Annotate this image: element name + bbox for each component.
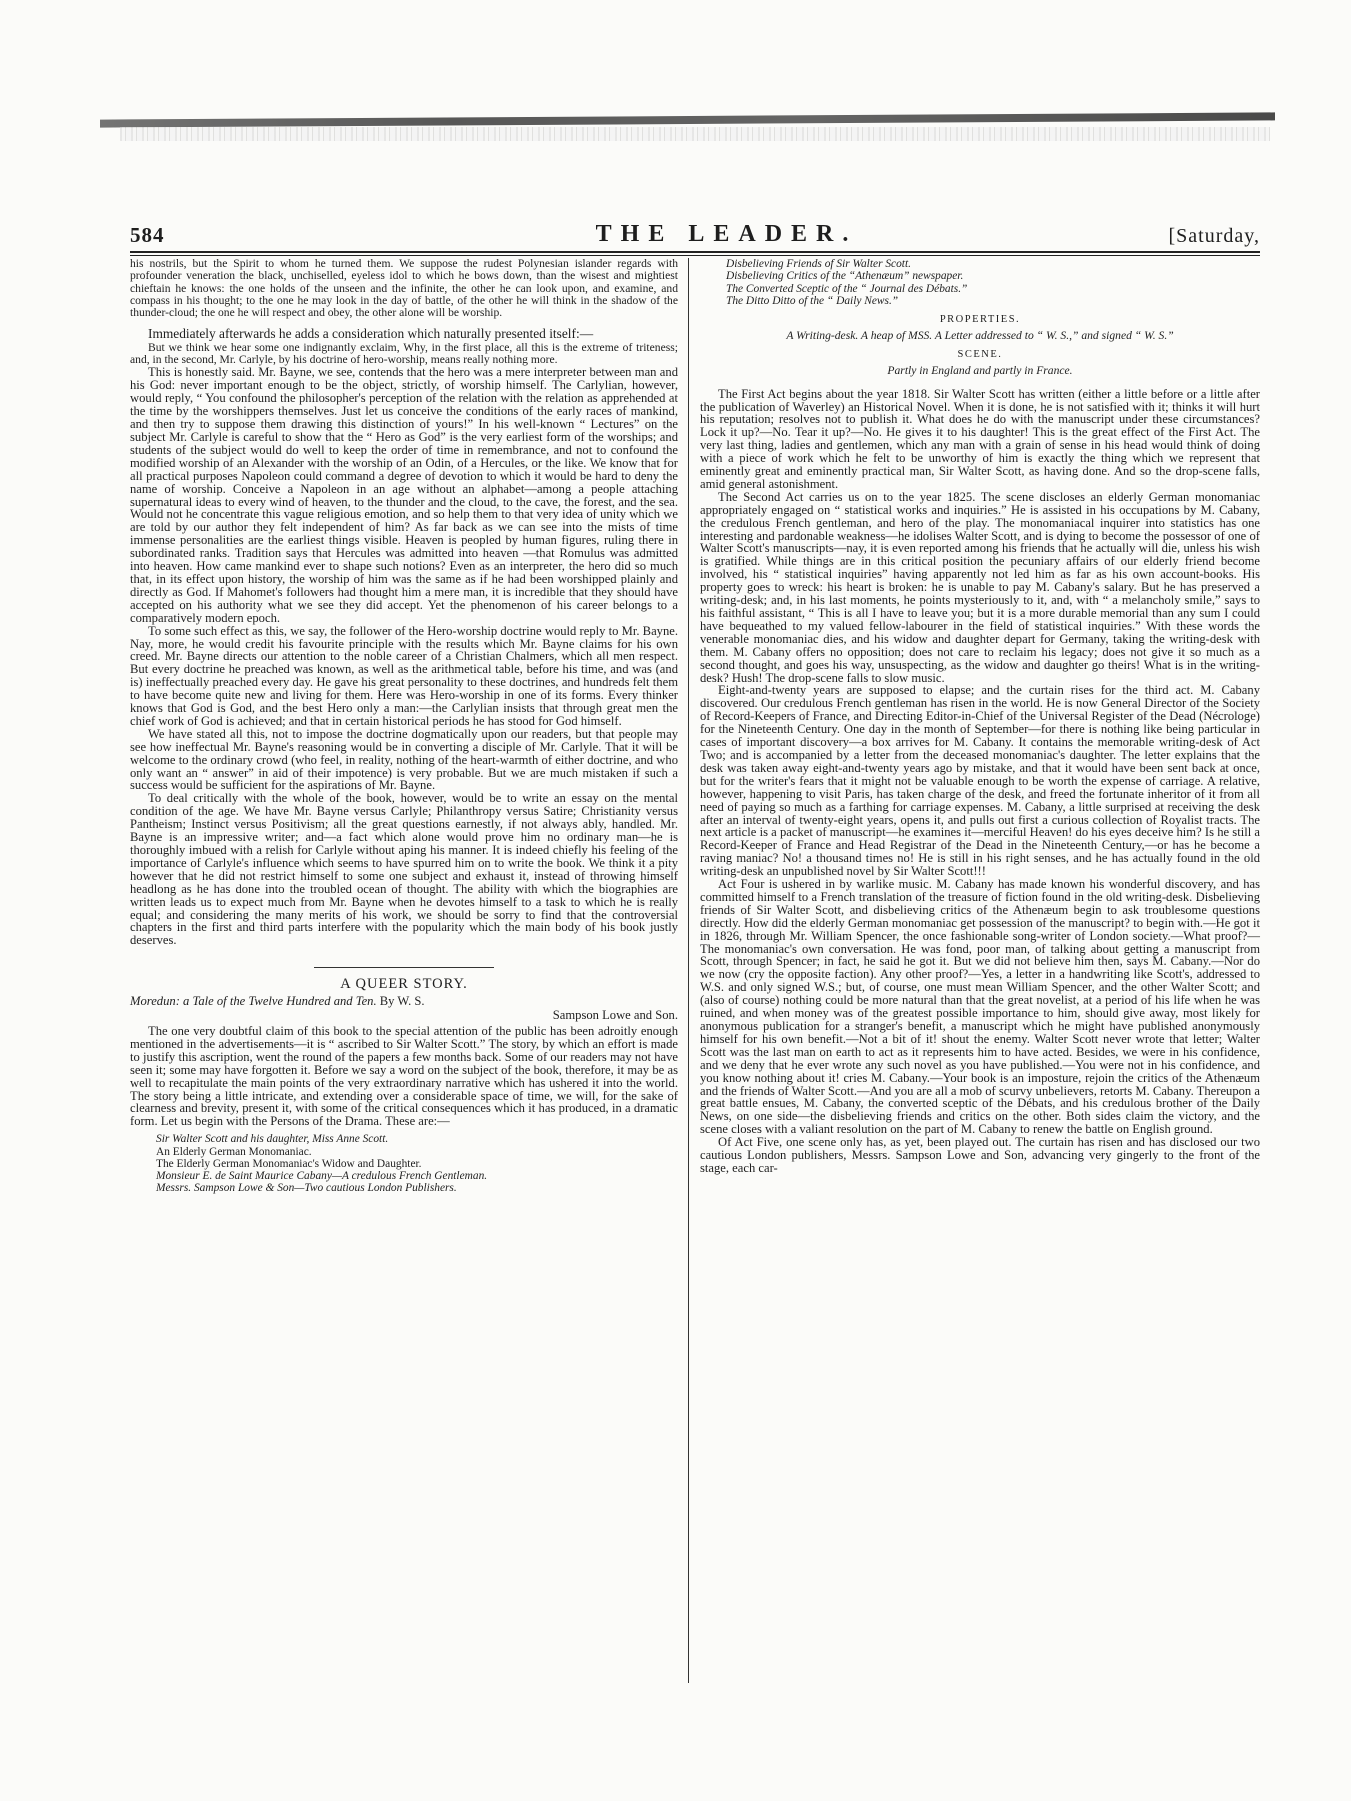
paragraph: Eight-and-twenty years are supposed to elapse; and the curtain rises for the third act. M. Cabany discovered. Our credulous French gentleman has risen in the world. He is now General Director of the Society of Record-Keepers of France, and Directing Editor-in-Chief of the Universal Register of the Dead (Nécrologe) for the Nineteenth Century. One day in the month of September—for there is nothing like being particular in cases of important discovery—a box arrives for M. Cabany. It contains the memorable writing-desk of Act Two; and is accompanied by a letter from the deceased monomaniac's daughter. The letter explains that the desk was taken away eight-and-twenty years ago by mistake, and that it would have been sent back at once, but for the writer's fears that it might not be valuable enough to be worth the expense of carriage. A relative, however, happening to visit Paris, has taken charge of the desk, and freed the fortunate inheritor of it from all need of paying so much as a farthing for carriage expenses. M. Cabany, a little surprised at receiving the desk after an interval of twenty-eight years, opens it, and pulls out first a curious collection of Royalist tracts. The next article is a packet of manuscript—he examines it—merciful Heaven! do his eyes deceive him? Is he still a Record-Keeper of France and Head Registrar of the Dead in the Nineteenth Century,—or has he become a raving maniac? No! a thousand times no! He is still in his right senses, and he has actually found in the old writing-desk an unpublished novel by Sir Walter Scott!!! <box>700 683 1260 879</box>
paragraph: Act Four is ushered in by warlike music. M. Cabany has made known his wonderful discovery, and has committed himself to a French translation of the treasure of fiction found in the old writing-desk. Disbelieving friends of Sir Walter Scott, and disbelieving critics of the Athenæum begin to ask troublesome questions directly. How did the elderly German monomaniac get possession of the manuscript? to begin with.—He got it in 1826, through Mr. William Spencer, the once fashionable song-writer of London society.—What proof?—The monomaniac's own conversation. He was fond, poor man, of talking about getting a manuscript from Scott, through Spencer; in fact, he said he got it. But we did not believe him then, says M. Cabany.—Nor do we now (cry the opposite faction). Any other proof?—Yes, a letter in a handwriting like Scott's, addressed to W.S. and only signed W.S.; but, of course, one must mean William Spencer, and the other Walter Scott; and (also of course) nothing could be more natural than that the great novelist, at a period of his life when he was ruined, and when money was of the greatest possible importance to him, should give away, most likely for anonymous publication for a stranger's benefit, a manuscript which he might have published anonymously himself for his own benefit.—Not a bit of it! shout the enemy. Walter Scott never wrote that letter; Walter Scott was the last man on earth to act as it represents him to have acted. Besides, we were in his confidence, and we deny that he ever wrote any such novel as you have published.—You were not in his confidence, and you know nothing about it! cries M. Cabany.—Your book is an imposture, rejoin the critics of the Athenæum and the friends of Walter Scott.—And you are all a mob of scurvy unbelievers, retorts M. Cabany. Thereupon a great battle ensues, M. Cabany, the converted sceptic of the Débats, and his credulous brother of the Daily News, on one side—the disbelieving friends and critics on the other. Both sides claim the victory, and the scene closes with a valiant resolution on the part of M. Cabany to renew the battle on English ground. <box>700 877 1260 1137</box>
cast-item: Disbelieving Critics of the “Athenæum” newspaper. <box>726 270 964 283</box>
masthead <box>130 222 1260 248</box>
section-rule <box>314 967 494 968</box>
scan-edge-band <box>100 112 1275 127</box>
quoted-passage: his nostrils, but the Spirit to whom he turned them. We suppose the rudest Polynesian islander regards with profounder veneration the black, unchiselled, eyeless idol to which he bows down, than the wisest and mightiest chieftain he knows: the one holds of the unseen and the infinite, the other he can look upon, and examine, and compass in his thought; to the one he may look in the day of battle, of the other he will think in the shadow of the thunder-cloud; the one he will respect and obey, the other alone will be worship. <box>130 257 678 320</box>
paragraph: This is honestly said. Mr. Bayne, we see, contends that the hero was a mere interpreter between man and his God: never important enough to be the object, strictly, of worship himself. The Carlylian, however, would reply, “ You confound the philosopher's perception of the relation with the relation as apprehended at the time by the worshippers themselves. Just let us conceive the conditions of the early races of mankind, and then try to suppose them drawing this distinction of yours!” In his well-known “ Lectures” on the subject Mr. Carlyle is careful to show that the “ Hero as God” is the very earliest form of the worships; and students of the subject would do well to keep the order of time in remembrance, and not to confound the modified worship of an Alexander with the worship of an Odin, of a Hercules, or the like. We know that for all practical purposes Napoleon could command a degree of devotion to which it would be hard to deny the name of worship. Conceive a Napoleon in an age without an alphabet—among a people attaching supernatural ideas to every wind of heaven, to the thunder and the cloud, to the cave, the forest, and the sea. Would not he concentrate this vague religious emotion, and so help them to that very idea of unity which we are told by our author they felt independent of him? As far back as we can see into the mists of time immense personalities are the earliest things visible. Heaven is peopled by human figures, ruling there in subordinated ranks. Tradition says that Hercules was admitted into heaven —that Romulus was admitted into heaven. How came mankind ever to shape such notions? Even as an interpreter, the hero did so much that, in its effect upon history, the worship of him was the same as if he had been worshipped plainly and directly as God. If Mahomet's followers had thought him a mere man, it is incredible that they should have accepted on his authority what we see they did accept. Yet the phenomenon of his career belongs to a comparatively modern epoch. <box>130 365 678 625</box>
cast-list-continued <box>726 258 1260 307</box>
paragraph: We have stated all this, not to impose the doctrine dogmatically upon our readers, but that people may see how ineffectual Mr. Bayne's reasoning would be in converting a disciple of Mr. Carlyle. That it will be welcome to the ordinary crowd (who feel, in reality, nothing of the heart-warmth of either doctrine, and who only want an “ answer” in aid of their impotence) is very probable. But we are much mistaken if such a success would be sufficient for the aspirations of Mr. Bayne. <box>130 726 678 793</box>
right-column <box>700 258 1260 1175</box>
book-citation <box>130 995 678 1008</box>
paragraph: To some such effect as this, we say, the follower of the Hero-worship doctrine would reply to Mr. Bayne. Nay, more, he would credit his favourite principle with the results which Mr. Bayne claims for his own creed. Mr. Bayne directs our attention to the noble career of a Christian Chalmers, which all men respect. But every doctrine he preached was known, as well as the arithmetical table, before his time, and was (and is) ineffectually preached every day. He gave his great personality to these doctrines, and hundreds felt them to have become quite new and living for them. Here was Hero-worship in one of its forms. Every thinker knows that God is God, and the best Hero only a man:—the Carlylian insists that through great men the chief work of God is achieved; and that in certain historical periods he has stood for God himself. <box>130 623 678 728</box>
scan-noise-band <box>120 127 1270 141</box>
scene-description: Partly in England and partly in France. <box>887 364 1073 378</box>
quoted-passage: But we think we hear some one indignantly exclaim, Why, in the first place, all this is the extreme of triteness; and, in the second, Mr. Carlyle, by his doctrine of hero-worship, means really nothing more. <box>130 340 678 367</box>
cast-item: Messrs. Sampson Lowe & Son—Two cautious London Publishers. <box>156 1182 457 1195</box>
article-title: A QUEER STORY. <box>340 976 468 993</box>
left-column <box>130 258 678 1195</box>
paragraph: The Second Act carries us on to the year 1825. The scene discloses an elderly German monomaniac appropriately engaged on “ statistical works and inquiries.” He is assisted in his occupations by M. Cabany, the credulous French gentleman, and hero of the play. The monomaniacal inquirer into statistics has one interesting and pardonable weakness—he idolises Walter Scott, and is dying to become the possessor of one of Walter Scott's manuscripts—nay, it is even reported among his friends that he actually will die, unless his wish is gratified. While things are in this critical position the pecuniary affairs of our elderly friend become involved, his “ statistical inquiries” having apparently not led him as far as his own account-books. His property goes to wreck: his heart is broken: he is unable to pay M. Cabany's salary. But he has preserved a writing-desk; and, in his last moments, he points mysteriously to it, and, with “ a melancholy smile,” says to his faithful assistant, “ This is all I have to leave you; but it is a more durable memorial than any sum I could have bequeathed to my valued fellow-labourer in the field of statistical inquiries.” With these words the venerable monomaniac dies, and his widow and daughter depart for Germany, taking the writing-desk with them. M. Cabany offers no opposition; does not care to reclaim his legacy; does not give it so much as a second thought, and goes his way, unsuspecting, as the widow and daughter go theirs! What is in the writing-desk? Hush! The drop-scene falls to slow music. <box>700 489 1260 685</box>
book-title: Moredun: a Tale of the Twelve Hundred and Ten. <box>130 994 377 1009</box>
properties-heading: PROPERTIES. <box>939 314 1021 326</box>
issue-day: [Saturday, <box>1168 225 1260 247</box>
masthead-rule <box>130 251 1260 253</box>
paragraph: The First Act begins about the year 1818. Sir Walter Scott has written (either a little before or a little after the publication of Waverley) an Historical Novel. When it is done, he is not satisfied with it; thinks it will hurt his reputation; resolves not to publish it. What does he do with the manuscript under these circumstances? Lock it up?—No. Tear it up?—No. He gives it to his daughter! This is the great effect of the First Act. The very last thing, ladies and gentlemen, which any man with a grain of sense in his head would think of doing with a piece of work which he felt to be unworthy of him is exactly the thing which we represent that eminently great and eminently practical man, Sir Walter Scott, as having done. And so the drop-scene falls, amid general astonishment. <box>700 386 1260 491</box>
cast-item: The Converted Sceptic of the “ Journal des Débats.” <box>726 282 968 295</box>
column-divider <box>688 258 689 1683</box>
cast-item: An Elderly German Monomaniac. <box>156 1145 312 1158</box>
page-number: 584 <box>130 223 165 247</box>
paragraph: The one very doubtful claim of this book to the special attention of the public has been adroitly enough mentioned in the advertisements—it is “ ascribed to Sir Walter Scott.” The story, by which an effort is made to justify this ascription, went the round of the papers a few months back. Some of our readers may not have seen it; some may have forgotten it. Before we say a word on the subject of the book, therefore, it may be as well to recapitulate the main points of the very extraordinary narrative which has ushered it into the world. The story being a little intricate, and extending over a considerable space of time, we will, for the sake of clearness and brevity, present it, with some of the critical consequences which it has produced, in a dramatic form. Let us begin with the Persons of the Drama. These are:— <box>130 1023 678 1129</box>
scene-heading: SCENE. <box>957 349 1003 361</box>
cast-item: Sir Walter Scott and his daughter, Miss Anne Scott. <box>156 1133 389 1146</box>
paragraph: Immediately afterwards he adds a consideration which naturally presented itself:— <box>148 326 594 342</box>
cast-item: The Elderly German Monomaniac's Widow and Daughter. <box>156 1157 422 1170</box>
cast-item: Monsieur E. de Saint Maurice Cabany—A credulous French Gentleman. <box>156 1170 488 1183</box>
cast-item: Disbelieving Friends of Sir Walter Scott. <box>726 258 911 270</box>
paragraph: To deal critically with the whole of the book, however, would be to write an essay on the mental condition of the age. We have Mr. Bayne versus Carlyle; Philanthropy versus Satire; Christianity versus Pantheism; Instinct versus Positivism; all the great questions earnestly, if not always ably, handled. Mr. Bayne is an impressive writer; and—a fact which alone would prove him no ordinary man—he is thoroughly imbued with a relish for Carlyle without aping his manner. It is indeed chiefly his feeling of the importance of Carlyle's influence which seems to have spurred him on to write the book. We think it a pity however that he did not restrict himself to some one subject and exhaust it, instead of throwing himself headlong as he has done into the troubled ocean of thought. The ability with which the biographies are written leads us to expect much from Mr. Bayne when he devotes himself to a task to which he is really equal; and considering the many merits of his work, we should be sorry to find that the controversial chapters in the first and third parts interfere with the popularity which the main body of his book justly deserves. <box>130 791 678 948</box>
book-author: By W. S. <box>379 994 425 1009</box>
newspaper-title: THE LEADER. <box>595 221 858 247</box>
book-publisher: Sampson Lowe and Son. <box>552 1008 678 1023</box>
cast-item: The Ditto Ditto of the “ Daily News.” <box>726 294 899 307</box>
masthead-rule-thin <box>130 255 1260 256</box>
cast-list <box>156 1133 678 1194</box>
properties-list: A Writing-desk. A heap of MSS. A Letter addressed to “ W. S.,” and signed “ W. S.” <box>786 329 1174 343</box>
paragraph: Of Act Five, one scene only has, as yet, been played out. The curtain has risen and has disclosed our two cautious London publishers, Messrs. Sampson Lowe and Son, advancing very gingerly to the front of the stage, each car- <box>700 1135 1260 1175</box>
